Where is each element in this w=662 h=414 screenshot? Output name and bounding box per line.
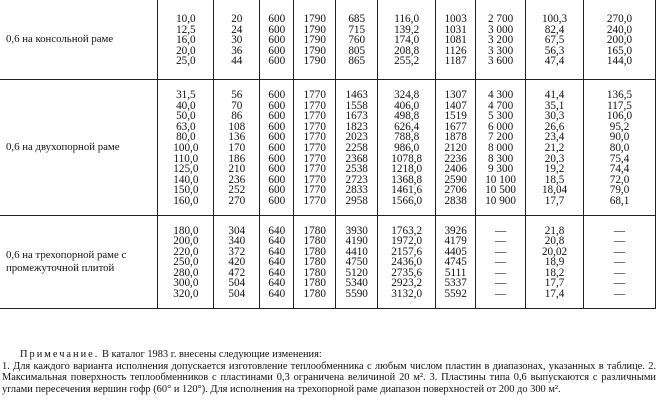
column-values-cell — [476, 215, 526, 308]
empty-cell — [656, 0, 657, 79]
table-cell-value: 1790 — [303, 23, 326, 36]
column-values-cell — [436, 79, 476, 215]
table-cell-value: 640 — [268, 224, 286, 237]
table-cell-value: 86 — [231, 110, 243, 123]
table-cell-value: 125,0 — [173, 163, 199, 176]
table-cell-value: 4 300 — [488, 88, 514, 101]
column-values-cell — [260, 79, 294, 215]
table-cell-value: 1407 — [444, 99, 467, 112]
table-cell-value: 100,3 — [541, 13, 568, 25]
table-cell-value: 26,6 — [544, 120, 565, 133]
table-cell-value: 280,0 — [173, 266, 199, 279]
table-cell-value: 56 — [231, 88, 243, 101]
column-values-cell — [436, 215, 476, 308]
table-cell-value: 5120 — [345, 266, 368, 279]
table-cell-value: 472 — [228, 266, 246, 279]
table-cell-value: 16,0 — [176, 34, 196, 47]
table-cell-value: 3930 — [345, 224, 368, 237]
table-cell-value: 4405 — [444, 245, 467, 258]
table-cell-value: 5590 — [345, 288, 368, 301]
table-cell-value: 25,0 — [176, 55, 196, 68]
table-cell-value: 79,0 — [609, 184, 630, 197]
table-cell-value: 20,8 — [544, 235, 565, 248]
table-cell-value: 10,0 — [176, 13, 196, 25]
column-values-cell — [436, 0, 476, 79]
table-cell-value: 100,0 — [173, 141, 199, 154]
table-cell-value: 4179 — [444, 235, 467, 248]
table-cell-value: 20,3 — [544, 152, 565, 165]
table-cell-value: 186 — [228, 152, 246, 165]
table-cell-value: 2406 — [444, 163, 467, 176]
note-block — [2, 349, 656, 395]
table-cell-value: 8 300 — [488, 152, 514, 165]
table-cell-value: 95,2 — [609, 120, 630, 133]
table-cell-value: 715 — [348, 23, 366, 36]
table-cell-value: 3926 — [444, 224, 467, 237]
table-cell-value: 3 600 — [488, 55, 514, 68]
table-cell-value: 24 — [231, 23, 243, 36]
table-cell-value: 18,04 — [541, 184, 568, 197]
table-cell-value: 270,0 — [606, 13, 633, 25]
table-cell-value: 200,0 — [173, 235, 199, 248]
table-cell-value: 1790 — [303, 55, 326, 68]
table-cell-value: 340 — [228, 235, 246, 248]
table-cell-value: 600 — [268, 34, 286, 47]
table-cell-value: 1770 — [303, 184, 326, 197]
table-cell-value: 1770 — [303, 141, 326, 154]
table-cell-value: 80,0 — [609, 141, 630, 154]
table-cell-value: 90,0 — [609, 131, 630, 144]
table-cell-value: 17,7 — [544, 277, 565, 290]
table-cell-value: 2023 — [345, 131, 368, 144]
table-cell-value: 1673 — [345, 110, 368, 123]
column-values-cell — [584, 79, 656, 215]
table-cell-value: 2436,0 — [391, 256, 423, 269]
table-cell-value: 1519 — [444, 110, 467, 123]
column-values-cell — [214, 79, 260, 215]
table-cell-value: 30 — [231, 34, 243, 47]
table-cell-value: 10 900 — [485, 194, 516, 207]
table-cell-value: 2706 — [444, 184, 467, 197]
table-cell-value: — — [495, 288, 507, 301]
table-cell-value: 116,0 — [394, 13, 420, 25]
table-cell-value: 1878 — [444, 131, 467, 144]
column-values-cell — [336, 215, 378, 308]
table-cell-value: 5111 — [444, 266, 467, 279]
table-cell-value: 1677 — [444, 120, 467, 133]
table-cell-value: 600 — [268, 163, 286, 176]
table-cell-value: 2538 — [345, 163, 368, 176]
table-cell-value: 600 — [268, 13, 286, 25]
table-cell-value: 174,0 — [394, 34, 420, 47]
table-cell-value: 1780 — [303, 277, 326, 290]
table-cell-value: 760 — [348, 34, 366, 47]
table-cell-value: 640 — [268, 277, 286, 290]
table-cell-value: 44 — [231, 55, 243, 68]
table-cell-value: 74,4 — [609, 163, 630, 176]
table-cell-value: 1823 — [345, 120, 368, 133]
table-cell-value: 18,5 — [544, 173, 565, 186]
table-cell-value: 2 700 — [488, 13, 514, 25]
empty-cell — [656, 215, 657, 308]
table-cell-value: 2923,2 — [391, 277, 423, 290]
table-cell-value: — — [613, 224, 626, 237]
table-cell-value: 3132,0 — [391, 288, 423, 301]
column-values-cell — [260, 0, 294, 79]
table-cell-value: 2236 — [444, 152, 467, 165]
table-cell-value: 1780 — [303, 224, 326, 237]
table-cell-value: 56,3 — [544, 44, 565, 57]
table-cell-value: 21,2 — [544, 141, 565, 154]
table-cell-value: 640 — [268, 256, 286, 269]
table-cell-value: 10 100 — [485, 173, 516, 186]
table-cell-value: — — [613, 256, 626, 269]
table-cell-value: 170 — [228, 141, 246, 154]
column-values-cell — [158, 79, 214, 215]
table-group-row — [0, 215, 656, 308]
table-group-row — [0, 0, 656, 79]
table-cell-value: — — [613, 277, 626, 290]
table-cell-value: 35,1 — [544, 99, 565, 112]
table-cell-value: 805 — [348, 44, 366, 57]
table-cell-value: 600 — [268, 173, 286, 186]
table-cell-value: 1790 — [303, 44, 326, 57]
table-cell-value: 7 200 — [488, 131, 514, 144]
table-cell-value: 36 — [231, 44, 243, 57]
table-cell-value: 504 — [228, 277, 246, 290]
table-cell-value: 82,4 — [544, 23, 565, 36]
table-cell-value: 1770 — [303, 99, 326, 112]
table-cell-value: 1126 — [444, 44, 467, 57]
table-cell-value: 106,0 — [606, 110, 633, 123]
table-cell-value: 2833 — [345, 184, 368, 197]
table-cell-value: 498,8 — [394, 110, 420, 123]
table-cell-value: 420 — [228, 256, 246, 269]
table-cell-value: 1972,0 — [391, 235, 423, 248]
table-cell-value: 1770 — [303, 163, 326, 176]
table-cell-value: 1558 — [345, 99, 368, 112]
table-cell-value: 1770 — [303, 194, 326, 207]
table-cell-value: 5337 — [444, 277, 467, 290]
table-cell-value: 236 — [228, 173, 246, 186]
table-cell-value: 21,8 — [544, 224, 565, 237]
table-cell-value: 47,4 — [544, 55, 565, 68]
table-cell-value: 41,4 — [544, 88, 565, 101]
table-cell-value: 1031 — [444, 23, 467, 36]
column-values-cell — [294, 215, 336, 308]
table-cell-value: 23,4 — [544, 131, 565, 144]
table-cell-value: 1003 — [444, 13, 467, 25]
table-cell-value: 1780 — [303, 266, 326, 279]
table-cell-value: 18,2 — [544, 266, 565, 279]
table-cell-value: — — [495, 256, 507, 269]
table-cell-value: 1770 — [303, 131, 326, 144]
table-cell-value: 4190 — [345, 235, 368, 248]
column-values-cell — [336, 0, 378, 79]
table-cell-value: 1790 — [303, 34, 326, 47]
table-cell-value: 165,0 — [606, 44, 633, 57]
table-cell-value: 180,0 — [173, 224, 199, 237]
table-cell-value: 640 — [268, 288, 286, 301]
table-cell-value: — — [495, 245, 507, 258]
table-cell-value: 5592 — [444, 288, 467, 301]
table-cell-value: 1078,8 — [391, 152, 423, 165]
table-cell-value: 2723 — [345, 173, 368, 186]
table-cell-value: 1763,2 — [391, 224, 423, 237]
table-cell-value: 9 300 — [488, 163, 514, 176]
table-cell-value: 250,0 — [173, 256, 199, 269]
table-cell-value: 30,3 — [544, 110, 565, 123]
table-cell-value: 20,0 — [176, 44, 196, 57]
table-cell-value: 2258 — [345, 141, 368, 154]
column-values-cell — [158, 215, 214, 308]
table-cell-value: 600 — [268, 55, 286, 68]
table-cell-value: 6 000 — [488, 120, 514, 133]
table-cell-value: 986,0 — [394, 141, 420, 154]
table-cell-value: 324,8 — [394, 88, 420, 101]
table-cell-value: 300,0 — [173, 277, 199, 290]
plate-frame-label: 0,6 на двухопорной раме — [0, 79, 158, 215]
table-cell-value: 685 — [348, 13, 366, 25]
table-cell-value: 4410 — [345, 245, 368, 258]
table-cell-value: 68,1 — [609, 194, 630, 207]
table-cell-value: 2590 — [444, 173, 467, 186]
table-cell-value: 1463 — [345, 88, 368, 101]
table-cell-value: 19,2 — [544, 163, 565, 176]
table-cell-value: 1780 — [303, 288, 326, 301]
table-cell-value: 1770 — [303, 88, 326, 101]
table-cell-value: 40,0 — [176, 99, 196, 112]
note-heading — [2, 349, 656, 361]
table-cell-value: 110,0 — [173, 152, 199, 165]
table-cell-value: 600 — [268, 184, 286, 197]
table-cell-value: 136,5 — [606, 88, 633, 101]
table-cell-value: 117,5 — [607, 99, 632, 112]
table-cell-value: 2157,6 — [391, 245, 423, 258]
table-cell-value: 70 — [231, 99, 243, 112]
table-cell-value: 240,0 — [606, 23, 633, 36]
table-cell-value: 1566,0 — [391, 194, 423, 207]
table-cell-value: 255,2 — [394, 55, 420, 68]
table-cell-value: 2120 — [444, 141, 467, 154]
table-cell-value: 4745 — [444, 256, 467, 269]
table-cell-value: 504 — [228, 288, 246, 301]
column-values-cell — [378, 79, 436, 215]
table-cell-value: 626,4 — [394, 120, 420, 133]
table-cell-value: 2838 — [444, 194, 467, 207]
table-cell-value: 2958 — [345, 194, 368, 207]
table-cell-value: 600 — [268, 110, 286, 123]
table-cell-value: 600 — [268, 120, 286, 133]
table-cell-value: 2735,6 — [391, 266, 423, 279]
table-cell-value: 200,0 — [606, 34, 633, 47]
table-cell-value: 304 — [228, 224, 246, 237]
table-cell-value: 72,0 — [609, 173, 630, 186]
table-cell-value: 220,0 — [173, 245, 199, 258]
table-cell-value: 600 — [268, 131, 286, 144]
table-cell-value: 600 — [268, 88, 286, 101]
plate-frame-label: 0,6 на консольной раме — [0, 0, 158, 79]
column-values-cell — [526, 0, 584, 79]
column-values-cell — [476, 79, 526, 215]
table-cell-value: 1790 — [303, 13, 326, 25]
table-cell-value: 12,5 — [176, 23, 196, 36]
empty-cell — [656, 79, 657, 215]
table-cell-value: 1081 — [444, 34, 467, 47]
table-cell-value: — — [613, 245, 626, 258]
table-cell-value: 20,02 — [541, 245, 568, 258]
table-cell-value: 1770 — [303, 152, 326, 165]
table-cell-value: 1780 — [303, 245, 326, 258]
column-values-cell — [526, 215, 584, 308]
table-cell-value: 210 — [228, 163, 246, 176]
table-cell-value: 150,0 — [173, 184, 199, 197]
table-cell-value: 2368 — [345, 152, 368, 165]
table-cell-value: 63,0 — [176, 120, 196, 133]
table-cell-value: 1770 — [303, 110, 326, 123]
table-cell-value: 600 — [268, 99, 286, 112]
column-values-cell — [526, 79, 584, 215]
table-cell-value: 144,0 — [606, 55, 633, 68]
table-cell-value: 208,8 — [394, 44, 420, 57]
table-cell-value: 1218,0 — [391, 163, 423, 176]
table-cell-value: 20 — [231, 13, 243, 25]
table-cell-value: 270 — [228, 194, 246, 207]
table-cell-value: 31,5 — [176, 88, 196, 101]
column-values-cell — [336, 79, 378, 215]
table-cell-value: 5340 — [345, 277, 368, 290]
column-values-cell — [294, 0, 336, 79]
table-cell-value: — — [613, 266, 626, 279]
table-cell-value: — — [495, 277, 507, 290]
table-cell-value: — — [495, 224, 507, 237]
table-cell-value: 160,0 — [173, 194, 199, 207]
table-cell-value: 3 000 — [488, 23, 514, 36]
table-cell-value: 3 300 — [488, 44, 514, 57]
table-cell-value: 320,0 — [173, 288, 199, 301]
table-cell-value: 1187 — [444, 55, 467, 68]
table-cell-value: 4 700 — [488, 99, 514, 112]
table-cell-value: 8 000 — [488, 141, 514, 154]
table-cell-value: 4750 — [345, 256, 368, 269]
table-cell-value: 1307 — [444, 88, 467, 101]
table-cell-value: 1780 — [303, 235, 326, 248]
plate-frame-label: 0,6 на трехопорной раме с промежуточной плитой — [0, 215, 158, 308]
column-values-cell — [260, 215, 294, 308]
table-cell-value: 1461,6 — [391, 184, 423, 197]
table-cell-value: 5 300 — [488, 110, 514, 123]
table-cell-value: 600 — [268, 23, 286, 36]
note-text: 1. Для каждого варианта исполнения допускается изготовление теплообменника с любым числом пластин в диапазонах, указанных в таблице. 2. Максимальная поверхность теплообменников с пластинами 0,3 ограничена величиной 20 м². 3. Пластины типа 0,6 выпускаются с различными углами пересечения вершин гофр (60° и 120°). Для исполнения на трехопорной раме диапазон поверхностей от 200 до 300 м². — [2, 360, 656, 395]
column-values-cell — [214, 215, 260, 308]
table-cell-value: 75,4 — [609, 152, 630, 165]
table-cell-value: — — [495, 266, 507, 279]
table-cell-value: 17,4 — [544, 288, 565, 301]
table-cell-value: 3 200 — [488, 34, 514, 47]
table-cell-value: 372 — [228, 245, 246, 258]
table-cell-value: 640 — [268, 235, 286, 248]
table-cell-value: — — [613, 288, 626, 301]
column-values-cell — [378, 0, 436, 79]
table-cell-value: 108 — [228, 120, 246, 133]
table-cell-value: 1770 — [303, 173, 326, 186]
table-cell-value: 1770 — [303, 120, 326, 133]
table-cell-value: 600 — [268, 141, 286, 154]
table-cell-value: 140,0 — [173, 173, 199, 186]
column-values-cell — [584, 0, 656, 79]
table-cell-value: 600 — [268, 44, 286, 57]
table-cell-value: — — [495, 235, 507, 248]
table-cell-value: 406,0 — [394, 99, 420, 112]
table-cell-value: 1368,8 — [391, 173, 423, 186]
table-cell-value: 788,8 — [394, 131, 420, 144]
column-values-cell — [476, 0, 526, 79]
table-cell-value: 1780 — [303, 256, 326, 269]
column-values-cell — [294, 79, 336, 215]
table-cell-value: 50,0 — [176, 110, 196, 123]
table-cell-value: — — [613, 235, 626, 248]
column-values-cell — [378, 215, 436, 308]
column-values-cell — [214, 0, 260, 79]
table-cell-value: 640 — [268, 245, 286, 258]
table-cell-value: 80,0 — [176, 131, 196, 144]
table-cell-value: 252 — [228, 184, 246, 197]
table-cell-value: 136 — [228, 131, 246, 144]
table-cell-value: 18,9 — [544, 256, 565, 269]
column-values-cell — [158, 0, 214, 79]
note-intro: В каталог 1983 г. внесены следующие изменения: — [101, 349, 322, 360]
table-group-row — [0, 79, 656, 215]
table-cell-value: 640 — [268, 266, 286, 279]
table-cell-value: 139,2 — [394, 23, 420, 36]
note-title: Примечание. — [20, 349, 100, 360]
column-values-cell — [584, 215, 656, 308]
table-cell-value: 600 — [268, 194, 286, 207]
table-cell-value: 865 — [348, 55, 366, 68]
table-cell-value: 600 — [268, 152, 286, 165]
table-cell-value: 67,5 — [544, 34, 565, 47]
table-cell-value: 17,7 — [544, 194, 565, 207]
table-cell-value: 10 500 — [485, 184, 516, 197]
